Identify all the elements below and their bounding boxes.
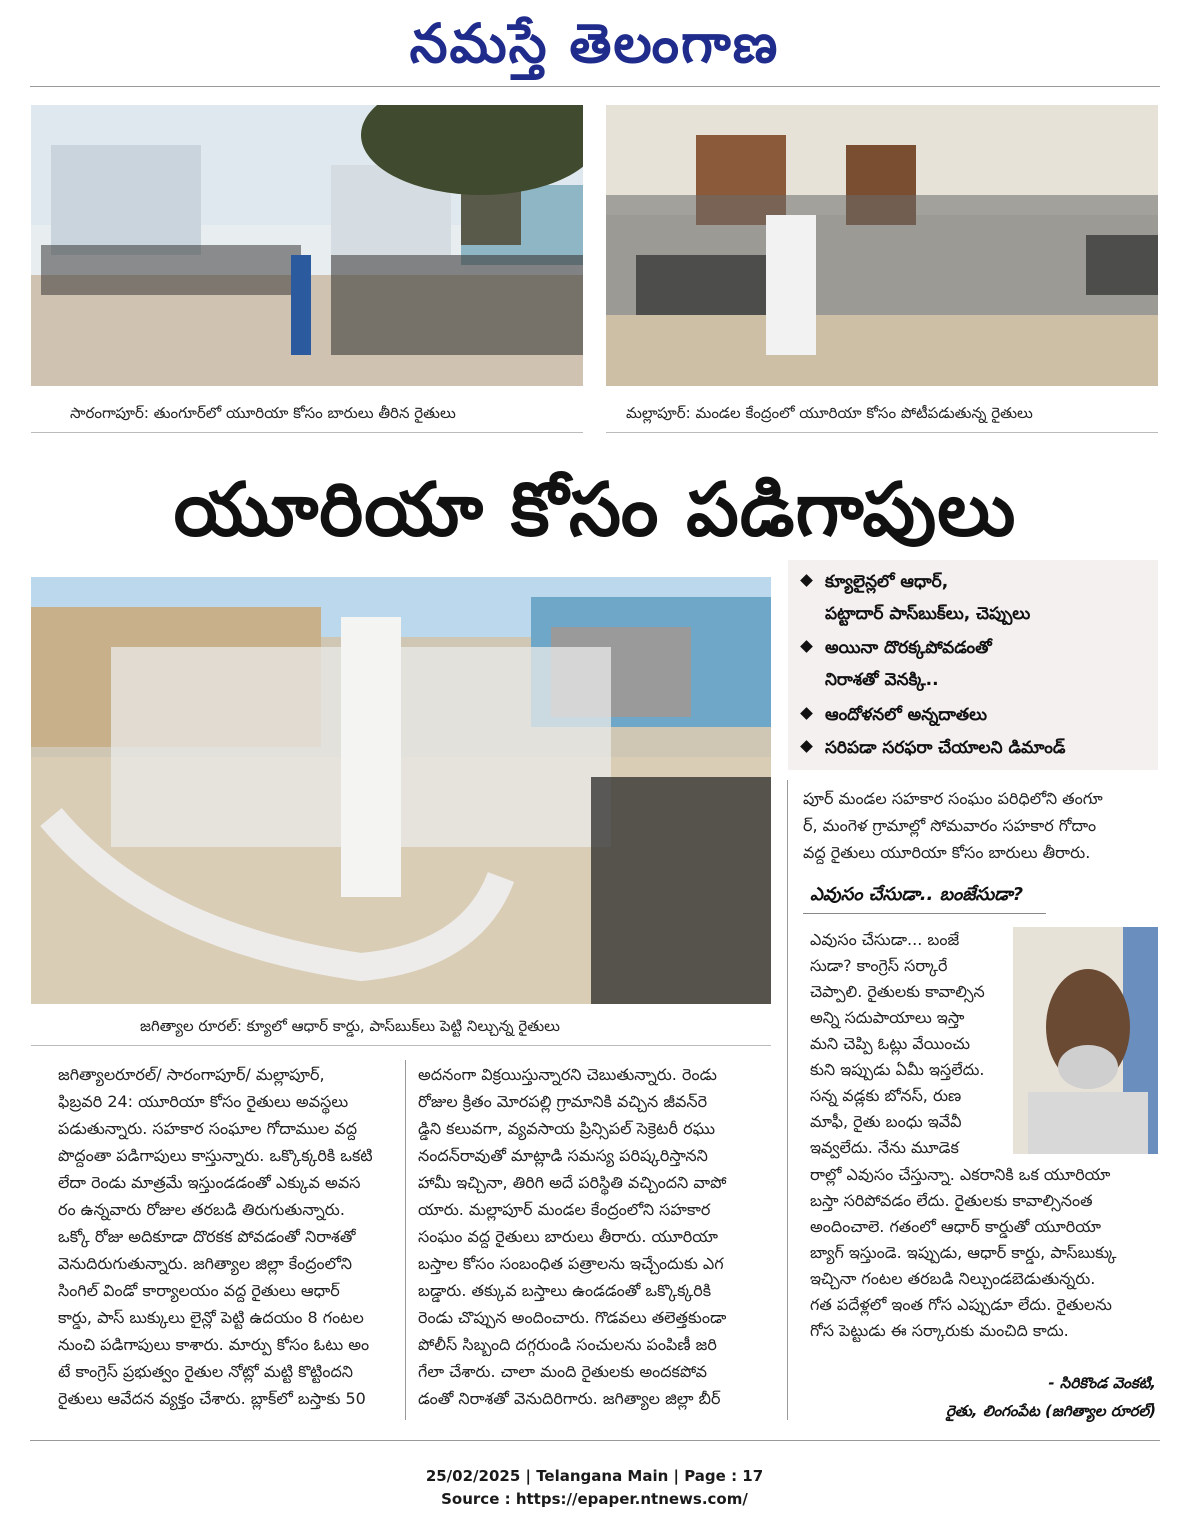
signature-name: - సిరికొండ వెంకటి, [1048,1374,1156,1392]
text-line: టే కాంగ్రెస్ ప్రభుత్వం రైతుల నోట్లో మట్టి కొట్టిందని [58,1362,354,1381]
footer-rule [30,1440,1160,1441]
photo-top-left [31,105,583,386]
text-line: పొద్దంతా పడిగాపులు కాస్తున్నారు. ఒక్కొక్కరికి ఒకటి [58,1146,373,1165]
highlights-box [788,560,1158,770]
photo-portrait [1013,927,1158,1154]
bullet-text-cont: పట్టాదార్ పాస్‌బుక్‌లు, చెప్పులు [825,604,1031,624]
caption-top-left: సారంగాపూర్: తుంగూర్‌లో యూరియా కోసం బారులు తీరిన రైతులు [70,404,456,422]
text-line: అన్ని సదుపాయాలు ఇస్తా [810,1008,965,1027]
text-line: ఇచ్చినా గంటల తరబడి నిల్చుండబెడుతున్నరు. [810,1269,1096,1288]
text-line: రోజుల క్రితం మోరపల్లి గ్రామానికి వచ్చిన జీవన్‌రె [418,1092,708,1111]
photo-main [31,577,771,1004]
photo-passbooks-line-icon [31,577,771,1004]
bullet-diamond-icon [800,707,813,720]
caption-rule-left [31,432,583,433]
text-line: బస్తా సరిపోవడం లేదు. రైతులకు కావాల్సినంత [810,1191,1093,1210]
text-line: రైతులు ఆవేదన వ్యక్తం చేశారు. బ్లాక్‌లో బస్తాకు 50 [58,1389,366,1408]
bullet-diamond-icon [800,640,813,653]
bullet-item [802,738,1066,762]
bullet-text: అయినా దొరక్కపోవడంతో [825,638,992,658]
text-line: గేలా చేశారు. చాలా మంది రైతులకు అందకపోవ [418,1362,708,1381]
text-line: బడ్డారు. తక్కువ బస్తాలు ఉండడంతో ఒక్కొక్కరికి [418,1281,712,1300]
photo-farmer-portrait-icon [1013,927,1158,1154]
text-line: డ్డిని కలువగా, వ్యవసాయ ప్రిన్సిపల్ సెక్రెటరీ రఘు [418,1119,716,1138]
bullet-item [802,572,948,596]
text-line: సన్న వడ్లకు బోనస్, రుణ [810,1086,962,1105]
text-line: ఎవుసం చేసుడా... బంజే [810,930,960,949]
bullet-diamond-icon [800,574,813,587]
text-line: చెప్పాలి. రైతులకు కావాల్సిన [810,982,985,1001]
text-line: ర్, మంగెళ గ్రామాల్లో సోమవారం సహకార గోదాం [803,816,1097,835]
bullet-item [802,638,992,662]
text-line: సింగిల్ విండో కార్యాలయం వద్ద రైతులు ఆధార్ [58,1281,340,1300]
text-line: లేదా రెండు మాత్రమే ఇస్తుండడంతో ఎక్కువ అవస [58,1173,361,1192]
caption-rule-right [606,432,1158,433]
column-divider [405,1060,406,1420]
subhead-rule [803,913,1046,914]
text-line: అందించాలె. గతంలో ఆధార్ కార్డుతో యూరియా [810,1217,1101,1236]
quote-subhead: ఎవుసం చేసుడా.. బంజేసుడా? [810,884,1024,905]
text-line: రెండు చొప్పున అందించారు. గొడవలు తలెత్తకుండా [418,1308,727,1327]
text-line: వద్ద రైతులు యూరియా కోసం బారులు తీరారు. [803,843,1091,862]
bullet-item [802,705,987,729]
photo-farmers-queue-icon [31,105,583,386]
headline: యూరియా కోసం పడిగాపులు [173,467,1017,553]
text-line: డంతో నిరాశతో వెనుదిరిగారు. జగిత్యాల జిల్లా బీర్ [418,1389,721,1408]
caption-rule-main [31,1045,771,1046]
text-line: ఒక్కో రోజు అదికూడా దొరకక పోవడంతో నిరాశతో [58,1227,356,1246]
masthead: నమస్తే తెలంగాణ [409,11,780,75]
text-line: పూర్ మండల సహకార సంఘం పరిధిలోని తంగూ [803,789,1103,808]
text-line: గత పదేళ్లలో ఇంత గోస ఎప్పుడూ లేదు. రైతులను [810,1295,1112,1314]
footer-source: Source : https://epaper.ntnews.com/ [441,1490,748,1508]
text-line: నందన్‌రావుతో మాట్లాడి సమస్య పరిష్కరిస్తానని [418,1146,708,1165]
text-line: సంఘం వద్ద రైతులు బారులు తీరారు. యూరియా [418,1227,718,1246]
bullet-text: సరిపడా సరఫరా చేయాలని డిమాండ్ [825,738,1066,758]
text-line: మాఫీ, రైతు బంధు ఇవేవీ [810,1112,962,1131]
caption-top-right: మల్లాపూర్: మండల కేంద్రంలో యూరియా కోసం పోటీపడుతున్న రైతులు [626,404,1033,422]
text-line: బస్తాల కోసం సంబంధిత పత్రాలను ఇచ్చేందుకు ఎగ [418,1254,724,1273]
column-divider [787,780,788,1420]
text-line: గోస పెట్టుడు ఈ సర్కారుకు మంచిది కాదు. [810,1321,1069,1340]
text-line: మని చెప్పి ఓట్లు వేయించు [810,1034,971,1053]
masthead-rule [30,86,1160,87]
text-line: జగిత్యాలరూరల్/ సారంగాపూర్/ మల్లాపూర్, [58,1065,325,1084]
photo-top-right [606,105,1158,386]
text-line: హామీ ఇచ్చినా, తిరిగి అదే పరిస్థితి వచ్చిందని వాపో [418,1173,727,1192]
bullet-text-cont: నిరాశతో వెనక్కి.. [825,670,939,690]
text-line: కుని ఇప్పుడు ఏమీ ఇస్తలేదు. [810,1060,985,1079]
text-line: రం ఉన్నవారు రోజుల తరబడి తిరుగుతున్నారు. [58,1200,345,1219]
text-line: నుంచి పడిగాపులు కాశారు. మార్పు కోసం ఓటు అం [58,1335,370,1354]
photo-farmers-crowd-icon [606,105,1158,386]
text-line: వెనుదిరుగుతున్నారు. జగిత్యాల జిల్లా కేంద్రంలోని [58,1254,352,1273]
text-line: అదనంగా విక్రయిస్తున్నారని చెబుతున్నారు. రెండు [418,1065,717,1084]
text-line: పోలీస్ సిబ్బంది దగ్గరుండి సంచులను పంపిణీ జరి [418,1335,717,1354]
bullet-text: క్యూలైన్లలో ఆధార్, [825,572,949,592]
text-line: సుడా? కాంగ్రెస్ సర్కారే [810,956,948,975]
bullet-text: ఆందోళనలో అన్నదాతలు [825,705,988,725]
footer-edition: 25/02/2025 | Telangana Main | Page : 17 [425,1467,764,1485]
text-line: రాల్లో ఎవుసం చేస్తున్నా. ఎకరానికి ఒక యూరియా [810,1165,1111,1184]
text-line: యారు. మల్లాపూర్ మండల కేంద్రంలోని సహకార [418,1200,711,1219]
text-line: పడుతున్నారు. సహకార సంఘాల గోదాముల వద్ద [58,1119,358,1138]
text-line: ఇవ్వలేదు. నేను మూడెక [810,1138,959,1157]
text-line: బ్యాగ్ ఇస్తుండె. ఇప్పుడు, ఆధార్ కార్డు, పాస్‌బుక్కు [810,1243,1117,1262]
text-line: కార్డు, పాస్ బుక్కులు లైన్లో పెట్టి ఉదయం 8 గంటల [58,1308,364,1327]
caption-main: జగిత్యాల రూరల్: క్యూలో ఆధార్ కార్డు, పాస్‌బుక్‌లు పెట్టి నిల్చున్న రైతులు [140,1017,560,1035]
signature-place: రైతు, లింగంపేట (జగిత్యాల రూరల్) [946,1402,1156,1420]
text-line: ఫిబ్రవరి 24: యూరియా కోసం రైతులు అవస్థలు [58,1092,349,1111]
bullet-diamond-icon [800,740,813,753]
